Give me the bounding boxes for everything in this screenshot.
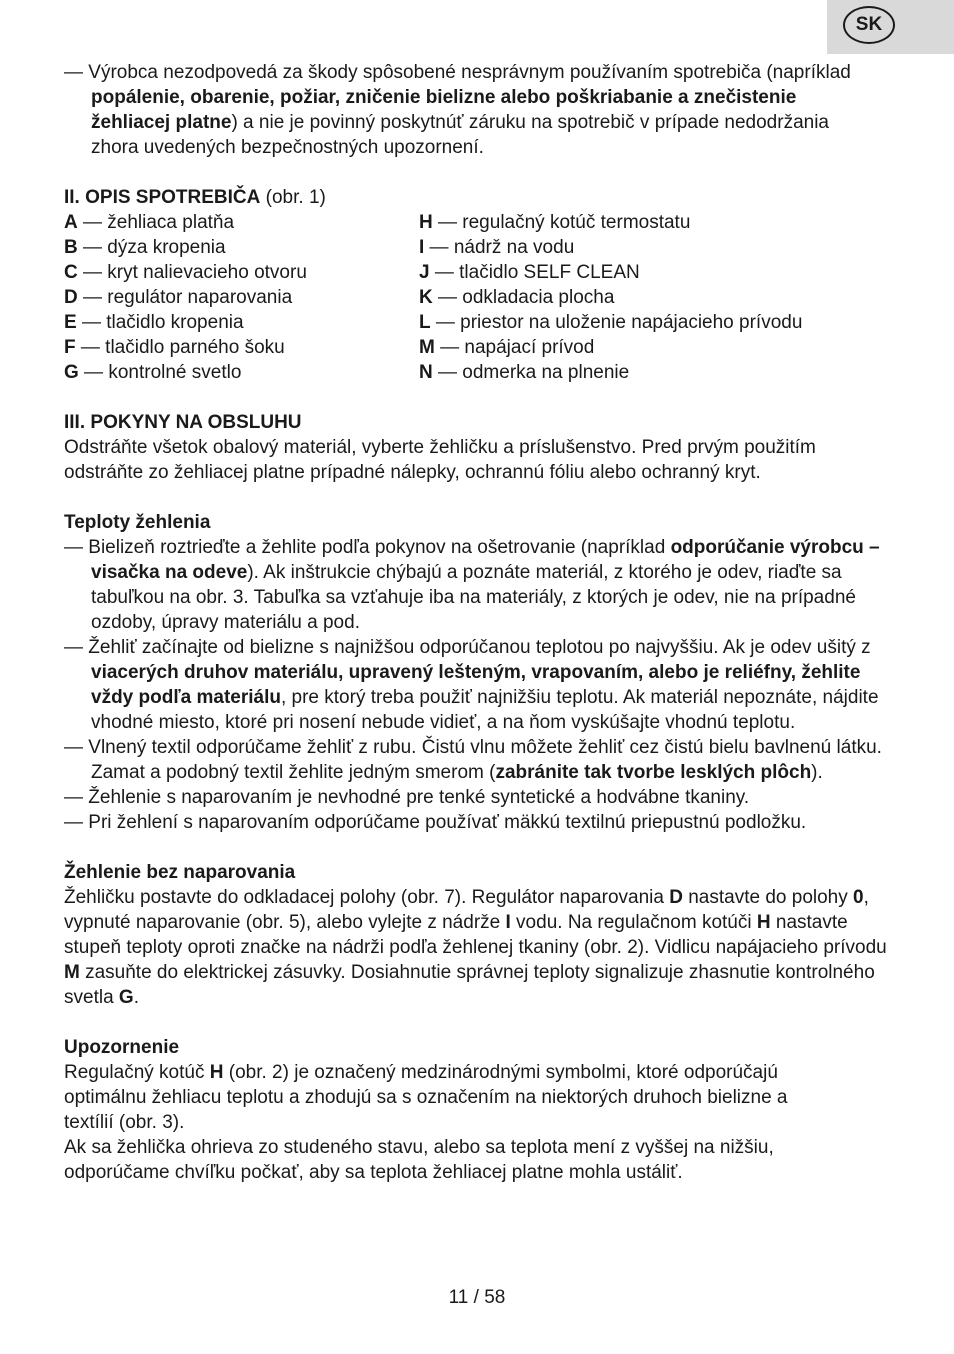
part-label: — napájací prívod — [434, 337, 595, 358]
upozornenie-text-2: Ak sa žehlička ohrieva zo studeného stavu, alebo sa teplota mení z vyššej na nižšiu, odporúčame chvíľku počkať, aby sa teplota žehliacej platne mohla ustáliť. — [64, 1137, 774, 1183]
language-badge: SK — [843, 6, 895, 44]
intro-paragraph — [64, 60, 851, 160]
part-key: I — [419, 237, 425, 258]
part-key: N — [419, 362, 433, 383]
page-number: 11 / 58 — [448, 1287, 506, 1308]
part-label: — tlačidlo kropenia — [76, 312, 244, 333]
part-item — [419, 310, 894, 335]
section-3-text: Odstráňte všetok obalový materiál, vyberte žehličku a príslušenstvo. Pred prvým použitím odstráňte zo žehliacej platne prípadné nálepky, ochrannú fóliu alebo ochranný kryt. — [64, 437, 816, 483]
part-key: K — [419, 287, 433, 308]
teploty-item-3: — Vlnený textil odporúčame žehliť z rubu. Čistú vlnu môžete žehliť cez čistú bielu bavlnenú látku. Zamat a podobný textil žehlite jedným smerom (zabránite tak tvorbe lesklých plôch). — [64, 737, 882, 783]
teploty-item-2: — Žehliť začínajte od bielizne s najnižšou odporúčanou teplotou po najvyššiu. Ak je odev ušitý z viacerých druhov materiálu, upravený lešteným, vrapovaním, alebo je reliéfny, žehlite vždy podľa materiálu, pre ktorý treba použiť najnižšiu teplotu. Ak materiál nepoznáte, nájdite vhodné miesto, ktoré pri nosení nebude vidieť, a na ňom vyskúšajte vhodnú teplotu. — [64, 637, 879, 733]
parts-list — [64, 210, 894, 385]
language-tab — [827, 0, 954, 54]
part-label: — dýza kropenia — [77, 237, 226, 258]
part-label: — kryt nalievacieho otvoru — [77, 262, 307, 283]
part-label: — tlačidlo parného šoku — [75, 337, 285, 358]
part-label: — nádrž na vodu — [424, 237, 575, 258]
part-item — [64, 335, 419, 360]
part-label: — odmerka na plnenie — [432, 362, 630, 383]
intro-text: — Výrobca nezodpovedá za škody spôsobené nesprávnym používaním spotrebiča (napríklad — [64, 62, 851, 83]
part-key: D — [64, 287, 78, 308]
part-label: — priestor na uloženie napájacieho prívodu — [430, 312, 803, 333]
part-label: — žehliaca platňa — [77, 212, 235, 233]
teploty-item-1: — Bielizeň roztrieďte a žehlite podľa pokynov na ošetrovanie (napríklad odporúčanie výrobcu – visačka na odeve). Ak inštrukcie chýbajú a poznáte materiál, z ktorého je odev, riaďte sa tabuľkou na obr. 3. Tabuľka sa vzťahuje iba na materiály, z ktorých je odev, nie na prípadné ozdoby, úpravy materiálu a pod. — [64, 537, 880, 633]
part-item — [64, 360, 419, 385]
part-key: F — [64, 337, 76, 358]
part-item — [64, 310, 419, 335]
part-item — [64, 260, 419, 285]
part-item — [419, 235, 894, 260]
section-3-title: III. POKYNY NA OBSLUHU — [64, 412, 302, 433]
document-body — [64, 60, 894, 1185]
part-key: J — [419, 262, 430, 283]
upozornenie-text: Regulačný kotúč H (obr. 2) je označený medzinárodnými symbolmi, ktoré odporúčajú optimálnu žehliacu teplotu a zhodujú sa s označením na niektorých druhoch bielizne a textílií (obr. 3). — [64, 1062, 788, 1133]
teploty-item-4: — Žehlenie s naparovaním je nevhodné pre tenké syntetické a hodvábne tkaniny. — [64, 787, 750, 808]
part-item — [64, 285, 419, 310]
section-2-title: II. OPIS SPOTREBIČA (obr. 1) — [64, 187, 326, 208]
teploty-title: Teploty žehlenia — [64, 512, 211, 533]
teploty-item-5: — Pri žehlení s naparovaním odporúčame používať mäkkú textilnú priepustnú podložku. — [64, 812, 807, 833]
upozornenie-title: Upozornenie — [64, 1037, 180, 1058]
intro-text-end: ) a nie je povinný poskytnúť záruku na spotrebič v prípade nedodržania zhora uvedených bezpečnostných upozornení. — [91, 112, 829, 158]
part-label: — kontrolné svetlo — [78, 362, 242, 383]
part-item — [419, 285, 894, 310]
part-item — [64, 210, 419, 235]
part-item — [419, 260, 894, 285]
part-label: — regulačný kotúč termostatu — [432, 212, 691, 233]
part-key: E — [64, 312, 77, 333]
part-key: L — [419, 312, 431, 333]
part-key: C — [64, 262, 78, 283]
part-item — [419, 335, 894, 360]
part-key: M — [419, 337, 435, 358]
bez-pary-text: Žehličku postavte do odkladacej polohy (obr. 7). Regulátor naparovania D nastavte do polohy 0, vypnuté naparovanie (obr. 5), alebo vylejte z nádrže I vodu. Na regulačnom kotúči H nastavte stupeň teploty oproti značke na nádrži podľa žehlenej tkaniny (obr. 2). Vidlicu napájacieho prívodu M zasuňte do elektrickej zásuvky. Dosiahnutie správnej teploty signalizuje zhasnutie kontrolného svetla G. — [64, 887, 887, 1008]
part-key: B — [64, 237, 78, 258]
bez-pary-title: Žehlenie bez naparovania — [64, 862, 296, 883]
intro-bold: popálenie, obarenie, požiar, zničenie bielizne alebo poškriabanie a znečistenie žehliacej platne — [91, 87, 797, 133]
part-item — [419, 360, 894, 385]
part-label: — odkladacia plocha — [432, 287, 615, 308]
parts-list-left — [64, 210, 419, 385]
part-key: G — [64, 362, 79, 383]
parts-list-right — [419, 210, 894, 385]
part-label: — regulátor naparovania — [77, 287, 293, 308]
part-item — [419, 210, 894, 235]
part-key: H — [419, 212, 433, 233]
part-label: — tlačidlo SELF CLEAN — [429, 262, 640, 283]
part-item — [64, 235, 419, 260]
part-key: A — [64, 212, 78, 233]
